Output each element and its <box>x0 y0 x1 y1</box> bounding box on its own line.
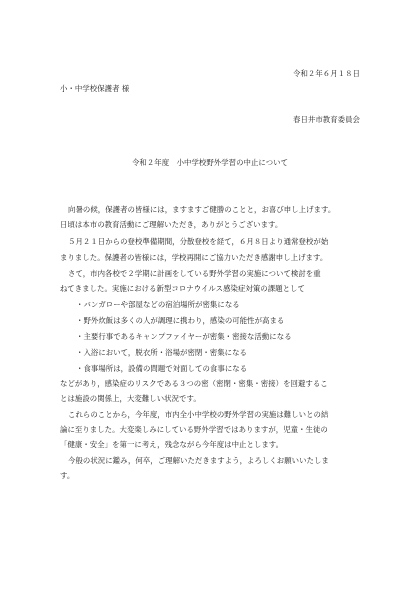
body-line: 「健康・安全」を第一に考え，残念ながら今年度は中止とします。 <box>60 440 284 449</box>
body-line: す。 <box>60 471 75 480</box>
body-line: 向暑の候，保護者の皆様には，ますますご健勝のことと，お喜び申し上げます。 <box>68 205 336 214</box>
body-line: これらのことから，今年度，市内全小中学校の野外学習の実施は難しいとの結 <box>68 410 329 419</box>
bullet-item: ・食事場所は，設備の問題で対面しての食事になる <box>76 364 248 373</box>
bullet-item: ・主要行事であるキャンプファイヤーが密集・密接な活動になる <box>76 332 292 341</box>
body-line: ねてきました。実施における新型コロナウイルス感染症対策の課題として <box>60 284 305 293</box>
body-line: さて，市内各校で２学期に計画をしている野外学習の実施について検討を重 <box>68 269 321 278</box>
bullet-item: ・バンガローや部屋などの宿泊場所が密集になる <box>76 300 240 309</box>
body-line: 今般の状況に鑑み，何卒，ご理解いただきますよう，よろしくお願いいたしま <box>68 456 329 465</box>
document-title: 令和２年度 小中学校野外学習の中止について <box>131 158 289 167</box>
body-line: とは施設の関係上，大変難しい状況です。 <box>60 394 201 403</box>
body-line: 日頃は本市の教育活動にご理解いただき，ありがとうございます。 <box>60 220 283 229</box>
bullet-item: ・入浴において，脱衣所・浴場が密閉・密集になる <box>76 348 247 357</box>
body-line: などがあり，感染症のリスクである３つの密（密閉・密集・密接）を回避するこ <box>60 379 328 388</box>
body-line: ５月２１日からの登校準備期間，分散登校を経て，６月８日より通常登校が始 <box>68 237 329 246</box>
body-line: まりました。保護者の皆様には，学校再開にご協力いただき感謝申し上げます。 <box>60 253 328 262</box>
recipient-line: 小・中学校保護者 様 <box>60 84 130 93</box>
sender-line: 春日井市教育委員会 <box>293 115 360 124</box>
date-line: 令和２年６月１８日 <box>293 69 360 78</box>
bullet-item: ・野外炊飯は多くの人が調理に携わり，感染の可能性が高まる <box>76 316 285 325</box>
body-line: 論に至りました。大変楽しみにしている野外学習ではありますが，児童・生徒の <box>60 425 328 434</box>
